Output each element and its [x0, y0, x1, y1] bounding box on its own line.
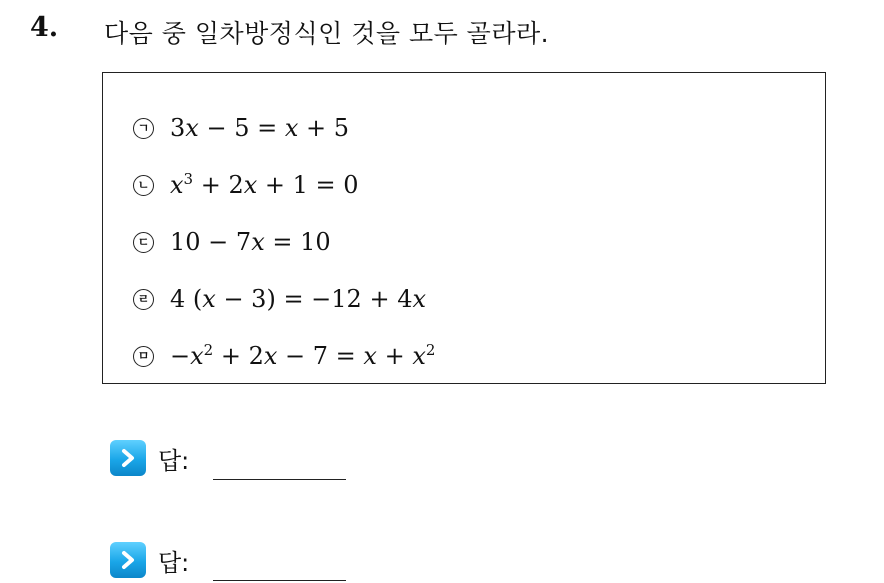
question-text: 다음 중 일차방정식인 것을 모두 골라라. [104, 19, 550, 48]
choice-equation: 10 − 7x = 10 [170, 228, 331, 256]
choice-item [133, 111, 349, 145]
choice-equation: $-x^2 + 2x - 7 = x + x^2$ [170, 341, 436, 370]
choice-marker: ㄱ [133, 118, 154, 139]
choice-marker: ㄷ [133, 232, 154, 253]
choice-item [133, 168, 359, 202]
answer-blank[interactable] [213, 580, 346, 581]
choice-item [133, 282, 426, 316]
choice-marker: ㅁ [133, 346, 154, 367]
choice-equation: 4 (x − 3) = −12 + 4x [170, 285, 427, 313]
answer-row [110, 542, 189, 582]
choice-equation: 3x − 5 = x + 5 [170, 114, 350, 142]
chevron-right-icon [110, 542, 146, 578]
question-number: 4. [30, 12, 59, 43]
chevron-right-icon [110, 440, 146, 476]
answer-blank[interactable] [213, 479, 346, 480]
choice-equation: $x^3 + 2x + 1 = 0$ [170, 170, 359, 199]
answer-label: 답: [158, 549, 190, 577]
answer-row [110, 440, 189, 480]
choice-marker: ㄴ [133, 175, 154, 196]
choices-box [102, 72, 826, 384]
choice-item [133, 339, 435, 373]
choice-marker: ㄹ [133, 289, 154, 310]
choice-item [133, 225, 331, 259]
answer-label: 답: [158, 447, 190, 475]
